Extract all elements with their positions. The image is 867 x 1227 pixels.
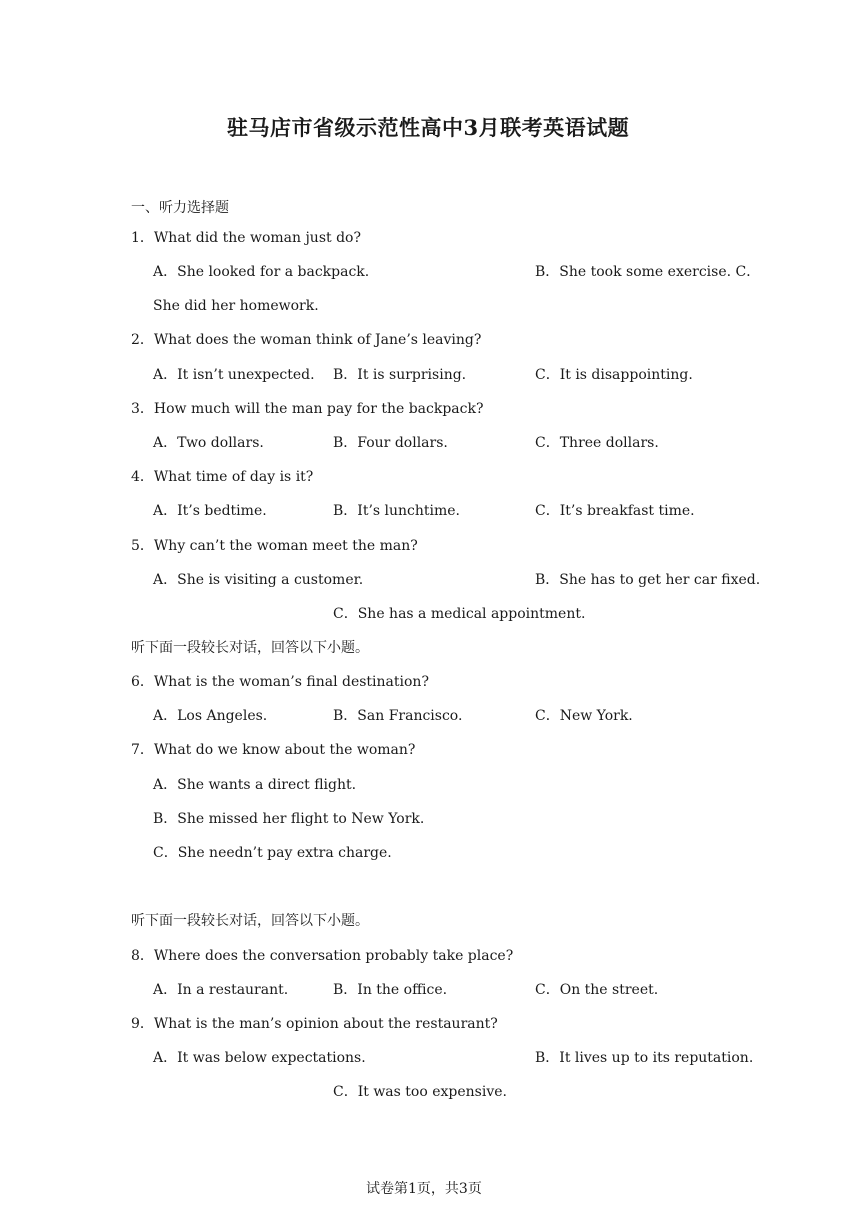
question-9: 9．What is the man’s opinion about the restaurant? <box>131 1016 498 1032</box>
question-1: 1．What did the woman just do? <box>131 230 361 246</box>
question-8-option-a: A．In a restaurant. <box>153 982 289 998</box>
question-6: 6．What is the woman’s final destination? <box>131 674 429 690</box>
question-7: 7．What do we know about the woman? <box>131 742 416 758</box>
question-6-option-a: A．Los Angeles. <box>153 708 268 724</box>
question-9-option-c: C．It was too expensive. <box>333 1084 507 1100</box>
question-2-option-b: B．It is surprising. <box>333 367 467 383</box>
question-7-option-b: B．She missed her flight to New York. <box>153 811 425 827</box>
question-1-option-a: A．She looked for a backpack. <box>153 264 370 280</box>
question-1-option-c: She did her homework. <box>153 298 319 314</box>
question-4-option-c: C．It’s breakfast time. <box>535 503 695 519</box>
question-2-option-a: A．It isn’t unexpected. <box>153 367 315 383</box>
question-3-option-c: C．Three dollars. <box>535 435 659 451</box>
question-7-option-a: A．She wants a direct flight. <box>153 777 357 793</box>
question-5-option-a: A．She is visiting a customer. <box>153 572 364 588</box>
question-7-option-c: C．She needn’t pay extra charge. <box>153 845 392 861</box>
question-3-option-b: B．Four dollars. <box>333 435 448 451</box>
question-8: 8．Where does the conversation probably take place? <box>131 948 514 964</box>
question-4: 4．What time of day is it? <box>131 469 314 485</box>
question-3-option-a: A．Two dollars. <box>153 435 264 451</box>
page-title: 驻马店市省级示范性高中3月联考英语试题 <box>227 115 630 140</box>
instruction-text: 听下面一段较长对话，回答以下小题。 <box>131 640 369 656</box>
page-footer: 试卷第1页，共3页 <box>366 1181 482 1197</box>
question-8-option-b: B．In the office. <box>333 982 448 998</box>
question-6-option-c: C．New York. <box>535 708 633 724</box>
question-3: 3．How much will the man pay for the backpack? <box>131 401 484 417</box>
question-4-option-b: B．It’s lunchtime. <box>333 503 461 519</box>
question-9-option-a: A．It was below expectations. <box>153 1050 366 1066</box>
section-heading: 一、听力选择题 <box>131 200 229 216</box>
question-6-option-b: B．San Francisco. <box>333 708 463 724</box>
question-5: 5．Why can’t the woman meet the man? <box>131 538 418 554</box>
question-8-option-c: C．On the street. <box>535 982 659 998</box>
question-5-option-c: C．She has a medical appointment. <box>333 606 586 622</box>
question-2-option-c: C．It is disappointing. <box>535 367 693 383</box>
question-9-option-b: B．It lives up to its reputation. <box>535 1050 754 1066</box>
question-2: 2．What does the woman think of Jane’s leaving? <box>131 332 482 348</box>
question-4-option-a: A．It’s bedtime. <box>153 503 267 519</box>
instruction-text: 听下面一段较长对话，回答以下小题。 <box>131 913 369 929</box>
question-5-option-b: B．She has to get her car fixed. <box>535 572 761 588</box>
question-1-option-b: B．She took some exercise. C． <box>535 264 761 280</box>
